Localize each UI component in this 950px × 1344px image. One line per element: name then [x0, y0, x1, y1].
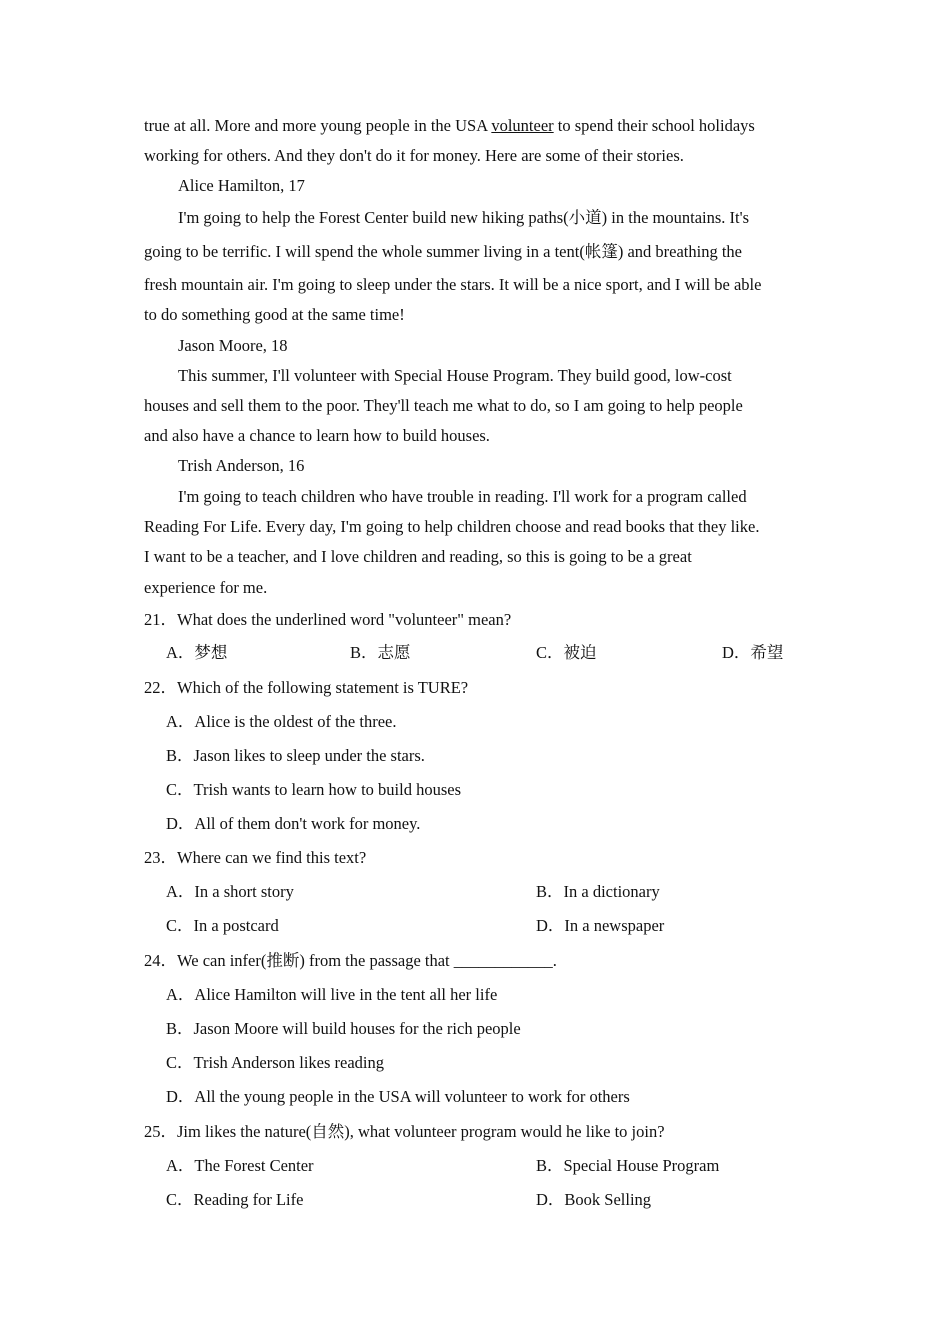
option-c[interactable]: C．被迫 — [536, 643, 597, 662]
option-d[interactable]: D．All of them don't work for money. — [166, 814, 421, 833]
option-a[interactable]: A．梦想 — [166, 643, 228, 662]
option-d[interactable]: D．In a newspaper — [536, 916, 665, 935]
question-stem: 25．Jim likes the nature(自然), what volunteer program would he like to join? — [144, 1122, 665, 1141]
paragraph-line: I'm going to help the Forest Center build new hiking paths(小道) in the mountains. It's — [178, 208, 749, 227]
option-d[interactable]: D．希望 — [722, 643, 784, 662]
question-stem: 24．We can infer(推断) from the passage that ____________. — [144, 951, 557, 970]
paragraph-line: This summer, I'll volunteer with Special House Program. They build good, low-cost — [178, 366, 732, 385]
speaker-name: Trish Anderson, 16 — [178, 456, 305, 475]
paragraph-line: fresh mountain air. I'm going to sleep under the stars. It will be a nice sport, and I will be able — [144, 275, 762, 294]
underlined-word: volunteer — [491, 116, 554, 135]
paragraph-line: experience for me. — [144, 578, 268, 597]
option-a[interactable]: A．Alice is the oldest of the three. — [166, 712, 397, 731]
option-b[interactable]: B．Jason Moore will build houses for the rich people — [166, 1019, 521, 1038]
option-b[interactable]: B．Special House Program — [536, 1156, 720, 1175]
speaker-name: Alice Hamilton, 17 — [178, 176, 305, 195]
option-d[interactable]: D．All the young people in the USA will volunteer to work for others — [166, 1087, 630, 1106]
option-c[interactable]: C．Trish wants to learn how to build houses — [166, 780, 462, 799]
option-d[interactable]: D．Book Selling — [536, 1190, 652, 1209]
paragraph-line: to do something good at the same time! — [144, 305, 405, 324]
paragraph-line: Reading For Life. Every day, I'm going to help children choose and read books that they like. — [144, 517, 760, 536]
option-b[interactable]: B．In a dictionary — [536, 882, 660, 901]
paragraph-line: going to be terrific. I will spend the whole summer living in a tent(帐篷) and breathing the — [144, 242, 742, 261]
question-stem: 23．Where can we find this text? — [144, 848, 367, 867]
paragraph-line: I want to be a teacher, and I love children and reading, so this is going to be a great — [144, 547, 692, 566]
question-stem: 22．Which of the following statement is TURE? — [144, 678, 469, 697]
option-b[interactable]: B．志愿 — [350, 643, 411, 662]
passage-line-2: working for others. And they don't do it for money. Here are some of their stories. — [144, 146, 684, 165]
passage-line-1: true at all. More and more young people in the USA volunteer to spend their school holidays — [144, 116, 755, 135]
option-a[interactable]: A．Alice Hamilton will live in the tent all her life — [166, 985, 498, 1004]
speaker-name: Jason Moore, 18 — [178, 336, 288, 355]
option-c[interactable]: C．Trish Anderson likes reading — [166, 1053, 385, 1072]
paragraph-line: I'm going to teach children who have trouble in reading. I'll work for a program called — [178, 487, 747, 506]
option-a[interactable]: A．The Forest Center — [166, 1156, 314, 1175]
option-b[interactable]: B．Jason likes to sleep under the stars. — [166, 746, 425, 765]
option-c[interactable]: C．Reading for Life — [166, 1190, 304, 1209]
option-c[interactable]: C．In a postcard — [166, 916, 279, 935]
paragraph-line: and also have a chance to learn how to build houses. — [144, 426, 490, 445]
option-a[interactable]: A．In a short story — [166, 882, 294, 901]
paragraph-line: houses and sell them to the poor. They'll teach me what to do, so I am going to help people — [144, 396, 743, 415]
question-stem: 21．What does the underlined word "volunteer" mean? — [144, 610, 512, 629]
